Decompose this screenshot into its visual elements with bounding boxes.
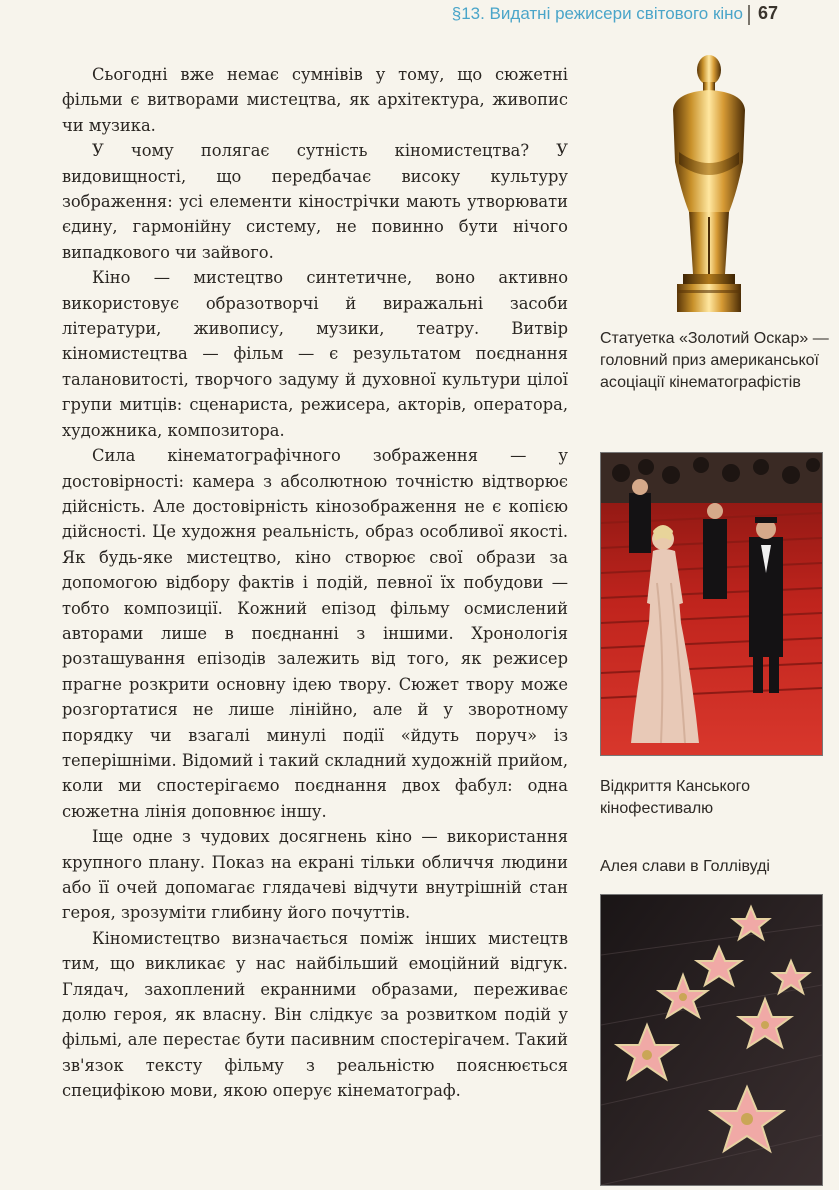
- cannes-festival-photo: [600, 452, 823, 756]
- page-number: 67: [758, 3, 779, 23]
- paragraph-3: Кіно — мистецтво синтетичне, воно активно використовує образотворчі й виражальні засоби літератури, живопису, музики, театру. Витвір кіномистецтва — фільм — є результатом поєднання талановитості, творчого задуму й духовної культури цілої групи митців: сценариста, режисера, акторів, оператора, художника, композитора.: [62, 268, 568, 440]
- oscar-statuette-image: [645, 52, 773, 314]
- paragraph-4: Сила кінематографічного зображення — у достовірності: камера з абсолютною точністю відтворює дійсність. Але достовірність кінозображення не є копією дійсності. Це художня реальність, образ особливої якості. Як будь-яке мистецтво, кіно створює свої образи за допомогою відбору фактів і подій, певної їх побудови — тобто композиції. Кожний епізод фільму осмислений авторами лише в поєднанні з іншими. Хронологія розташування епізодів залежить від того, як режисер прагне розкрити основну ідею твору. Сюжет твору може розгортатися не лише лінійно, але й у зворотному порядку чи взагалі минулі події «йдуть поруч» із теперішніми. Відомий і такий складний художній прийом, коли ми спостерігаємо поєднання двох фабул: одна сюжетна лінія доповнює іншу.: [62, 446, 568, 821]
- paragraph-5: Іще одне з чудових досягнень кіно — використання крупного плану. Показ на екрані тільки обличчя людини або її очей допомагає глядачеві відчути внутрішній стан героя, зрозуміти глибину його почуттів.: [62, 827, 568, 923]
- paragraph-6: Кіномистецтво визначається поміж інших мистецтв тим, що викликає у нас найбільший емоційний відгук. Глядач, захоплений екранними образами, переживає долю героя, як власну. Він слідкує за розвитком подій у фільмі, але перестає бути пасивним спостерігачем. Такий зв'язок тексту фільму з реальністю пояснюється специфікою мови, якою оперує кінематограф.: [62, 928, 568, 1101]
- body-text: [62, 62, 568, 1104]
- cannes-caption: Відкриття Канського кінофестивалю: [600, 778, 751, 817]
- page-header: [0, 0, 839, 30]
- oscar-caption: Статуетка «Золотий Оскар» — головний приз американської асоціації кінематографістів: [600, 330, 829, 391]
- section-title: §13. Видатні режисери світового кіно: [451, 4, 743, 23]
- walk-of-fame-photo: [600, 894, 823, 1186]
- walk-of-fame-caption: Алея слави в Голлівуді: [600, 858, 770, 875]
- paragraph-2: У чому полягає сутність кіномистецтва? У видовищності, що передбачає високу культуру зображення: усі елементи кінострічки мають утворювати єдину, гармонійну систему, не повинно бути нічого випадкового чи зайвого.: [62, 141, 568, 262]
- header-divider: [748, 5, 750, 25]
- paragraph-1: Сьогодні вже немає сумнівів у тому, що сюжетні фільми є витворами мистецтва, як архітектура, живопис чи музика.: [62, 65, 568, 135]
